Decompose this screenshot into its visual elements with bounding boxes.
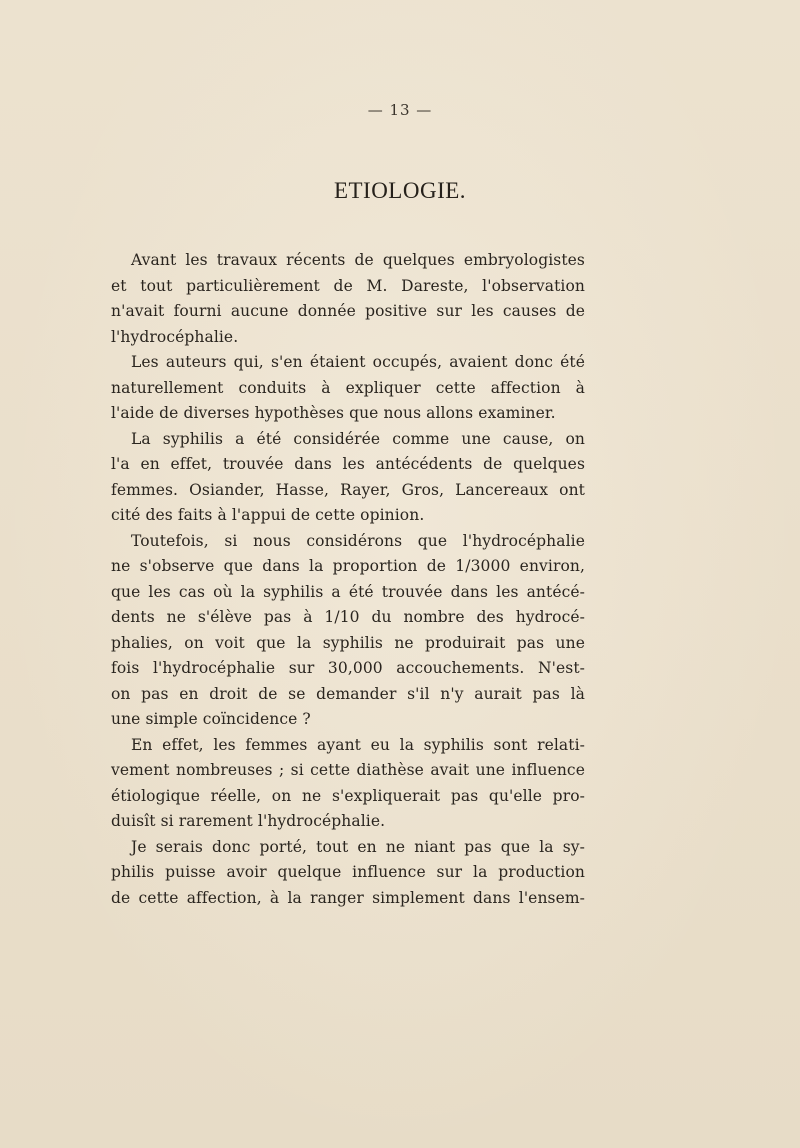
text-line: duisît si rarement l'hydrocéphalie.: [111, 812, 386, 830]
text-line: naturellement conduits à expliquer cette affection à: [111, 378, 585, 397]
text-line: Toutefois, si nous considérons que l'hydrocéphalie: [131, 531, 585, 550]
text-line: ne s'observe que dans la proportion de 1/3000 environ,: [111, 557, 585, 575]
text-line: Les auteurs qui, s'en étaient occupés, avaient donc été: [131, 353, 585, 371]
text-line: Je serais donc porté, tout en ne niant pas que la sy-: [131, 837, 585, 856]
text-line: et tout particulièrement de M. Dareste, l'observation: [111, 276, 585, 295]
body-text: [111, 248, 585, 911]
text-line: dents ne s'élève pas à 1/10 du nombre des hydrocé-: [111, 608, 585, 626]
text-line: une simple coïncidence ?: [111, 710, 311, 728]
text-line: En effet, les femmes ayant eu la syphilis sont relati-: [131, 735, 585, 754]
text-line: phalies, on voit que la syphilis ne produirait pas une: [111, 633, 585, 652]
section-title: ETIOLOGIE.: [333, 178, 467, 203]
text-line: La syphilis a été considérée comme une cause, on: [131, 429, 585, 448]
text-line: étiologique réelle, on ne s'expliquerait pas qu'elle pro-: [111, 786, 585, 805]
text-line: cité des faits à l'appui de cette opinion.: [111, 506, 425, 524]
text-line: n'avait fourni aucune donnée positive sur les causes de: [111, 302, 585, 320]
text-line: philis puisse avoir quelque influence sur la production: [111, 863, 585, 881]
text-line: femmes. Osiander, Hasse, Rayer, Gros, Lancereaux ont: [111, 480, 585, 499]
text-line: l'aide de diverses hypothèses que nous allons examiner.: [111, 404, 556, 422]
text-line: fois l'hydrocéphalie sur 30,000 accouchements. N'est-: [111, 659, 585, 677]
text-line: l'a en effet, trouvée dans les antécédents de quelques: [111, 455, 585, 473]
page-number: — 13 —: [367, 101, 433, 119]
text-line: l'hydrocéphalie.: [111, 327, 239, 346]
text-line: on pas en droit de se demander s'il n'y aurait pas là: [111, 684, 585, 703]
text-line: que les cas où la syphilis a été trouvée dans les antécé-: [111, 582, 585, 601]
text-line: vement nombreuses ; si cette diathèse avait une influence: [111, 761, 585, 779]
text-line: de cette affection, à la ranger simplement dans l'ensem-: [111, 888, 585, 907]
text-line: Avant les travaux récents de quelques embryologistes: [131, 251, 585, 269]
